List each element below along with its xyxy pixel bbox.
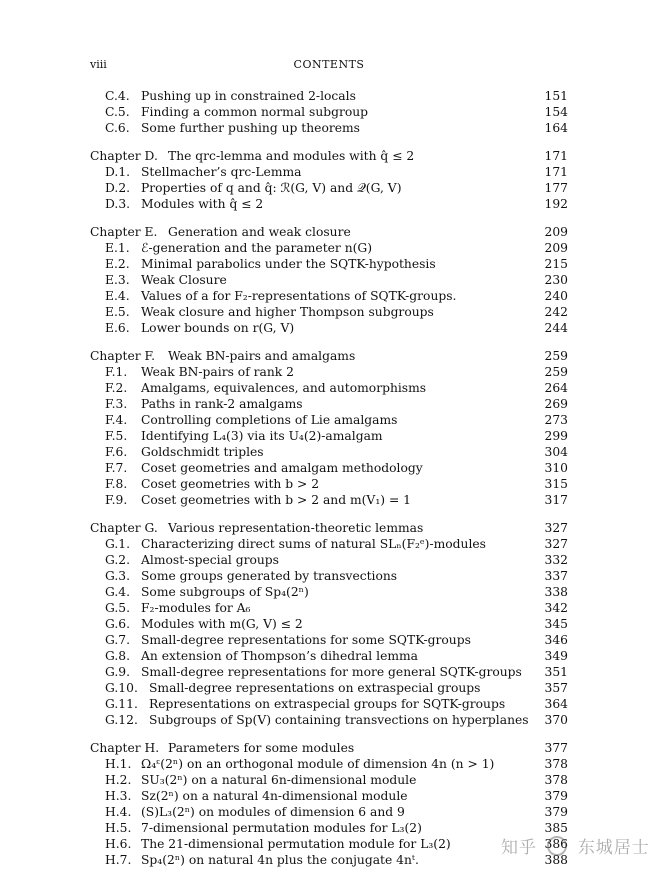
entry-title: Stellmacher’s qrc-Lemma — [141, 165, 302, 179]
entry-page-number: 337 — [544, 569, 568, 583]
toc-chapter-entry — [90, 224, 351, 240]
entry-page-number: 192 — [544, 197, 568, 211]
toc-section-entry — [105, 428, 383, 444]
entry-page-number: 209 — [544, 225, 568, 239]
toc-section-entry — [105, 852, 419, 868]
entry-page-number: 357 — [544, 681, 568, 695]
entry-page-number: 377 — [544, 741, 568, 755]
toc-section-entry — [105, 288, 456, 304]
toc-section-entry — [105, 820, 422, 836]
entry-title: Some subgroups of Sp₄(2ⁿ) — [141, 585, 309, 599]
running-head: CONTENTS — [293, 58, 365, 71]
entry-page-number: 269 — [544, 397, 568, 411]
entry-title: Weak closure and higher Thompson subgroups — [141, 305, 434, 319]
entry-page-number: 317 — [544, 493, 568, 507]
entry-title: An extension of Thompson’s dihedral lemma — [141, 649, 419, 663]
entry-page-number: 378 — [544, 773, 568, 787]
entry-page-number: 327 — [544, 521, 568, 535]
entry-page-number: 332 — [544, 553, 568, 567]
entry-title: Small-degree representations on extraspecial groups — [149, 681, 481, 695]
entry-number: Chapter D. — [90, 149, 158, 163]
entry-page-number: 171 — [544, 165, 568, 179]
toc-chapter-entry — [90, 740, 354, 756]
entry-page-number: 310 — [544, 461, 568, 475]
entry-number: G.5. — [105, 601, 131, 615]
entry-number: H.7. — [105, 853, 132, 867]
entry-title: ℰ-generation and the parameter n(G) — [141, 241, 373, 255]
toc-section-entry — [105, 256, 436, 272]
entry-number: H.6. — [105, 837, 132, 851]
entry-number: E.2. — [105, 257, 130, 271]
toc-section-entry — [105, 756, 494, 772]
entry-title: Sp₄(2ⁿ) on natural 4n plus the conjugate 4nᵗ. — [141, 853, 419, 867]
entry-title: Modules with q̂ ≤ 2 — [141, 197, 264, 211]
entry-page-number: 240 — [544, 289, 568, 303]
toc-section-entry — [105, 88, 356, 104]
entry-title: Identifying L₄(3) via its U₄(2)-amalgam — [141, 429, 383, 443]
entry-number: F.6. — [105, 445, 128, 459]
entry-page-number: 349 — [544, 649, 568, 663]
toc-section-entry — [105, 696, 505, 712]
toc-section-entry — [105, 804, 405, 820]
watermark — [501, 833, 650, 858]
entry-number: H.1. — [105, 757, 132, 771]
entry-number: H.2. — [105, 773, 132, 787]
entry-title: Minimal parabolics under the SQTK-hypothesis — [141, 257, 436, 271]
entry-page-number: 151 — [544, 89, 568, 103]
entry-page-number: 378 — [544, 757, 568, 771]
entry-number: Chapter F. — [90, 349, 156, 363]
entry-title: Paths in rank-2 amalgams — [141, 397, 303, 411]
toc-chapter-entry — [90, 520, 423, 536]
entry-title: Small-degree representations for more general SQTK-groups — [141, 665, 522, 679]
entry-title: Weak BN-pairs and amalgams — [168, 349, 356, 363]
entry-number: E.5. — [105, 305, 130, 319]
entry-title: Properties of q and q̂: ℛ(G, V) and 𝒬(G, V) — [141, 181, 402, 195]
entry-number: F.9. — [105, 493, 128, 507]
entry-number: H.3. — [105, 789, 132, 803]
entry-number: F.1. — [105, 365, 128, 379]
entry-title: SU₃(2ⁿ) on a natural 6n-dimensional module — [141, 773, 417, 787]
entry-title: Modules with m(G, V) ≤ 2 — [141, 617, 303, 631]
toc-section-entry — [105, 180, 402, 196]
entry-page-number: 299 — [544, 429, 568, 443]
entry-number: E.6. — [105, 321, 130, 335]
entry-page-number: 345 — [544, 617, 568, 631]
toc-section-entry — [105, 444, 264, 460]
toc-section-entry — [105, 712, 529, 728]
entry-number: F.8. — [105, 477, 128, 491]
entry-number: C.6. — [105, 121, 130, 135]
entry-number: F.5. — [105, 429, 128, 443]
entry-title: Finding a common normal subgroup — [141, 105, 369, 119]
entry-number: D.1. — [105, 165, 131, 179]
entry-title: Characterizing direct sums of natural SLₙ(F₂ᵉ)-modules — [141, 537, 486, 551]
entry-number: C.5. — [105, 105, 130, 119]
toc-section-entry — [105, 364, 294, 380]
entry-number: G.12. — [105, 713, 138, 727]
entry-title: Representations on extraspecial groups for SQTK-groups — [149, 697, 506, 711]
entry-number: Chapter E. — [90, 225, 158, 239]
entry-title: The 21-dimensional permutation module for L₃(2) — [141, 837, 451, 851]
entry-number: H.5. — [105, 821, 132, 835]
toc-section-entry — [105, 492, 411, 508]
entry-page-number: 244 — [544, 321, 568, 335]
toc-section-entry — [105, 772, 416, 788]
entry-page-number: 304 — [544, 445, 568, 459]
toc-chapter-entry — [90, 148, 414, 164]
entry-page-number: 154 — [544, 105, 568, 119]
entry-title: (S)L₃(2ⁿ) on modules of dimension 6 and 9 — [141, 805, 405, 819]
entry-number: F.7. — [105, 461, 128, 475]
entry-page-number: 215 — [544, 257, 568, 271]
toc-section-entry — [105, 120, 360, 136]
entry-title: Amalgams, equivalences, and automorphisms — [141, 381, 427, 395]
toc-section-entry — [105, 600, 250, 616]
entry-page-number: 273 — [544, 413, 568, 427]
entry-number: Chapter G. — [90, 521, 158, 535]
toc-section-entry — [105, 568, 397, 584]
entry-title: Coset geometries with b > 2 — [141, 477, 320, 491]
toc-section-entry — [105, 272, 227, 288]
toc-section-entry — [105, 680, 480, 696]
toc-section-entry — [105, 476, 319, 492]
entry-number: G.7. — [105, 633, 131, 647]
entry-title: Pushing up in constrained 2-locals — [141, 89, 356, 103]
entry-number: D.3. — [105, 197, 131, 211]
entry-page-number: 342 — [544, 601, 568, 615]
toc-section-entry — [105, 164, 301, 180]
entry-title: Small-degree representations for some SQTK-groups — [141, 633, 471, 647]
entry-title: Values of a for F₂-representations of SQTK-groups. — [141, 289, 457, 303]
toc-chapter-entry — [90, 348, 355, 364]
toc-section-entry — [105, 788, 408, 804]
entry-number: G.6. — [105, 617, 131, 631]
entry-number: G.4. — [105, 585, 131, 599]
entry-title: Some further pushing up theorems — [141, 121, 360, 135]
entry-page-number: 379 — [544, 805, 568, 819]
entry-page-number: 171 — [544, 149, 568, 163]
toc-section-entry — [105, 460, 423, 476]
entry-title: Weak BN-pairs of rank 2 — [141, 365, 294, 379]
entry-title: Controlling completions of Lie amalgams — [141, 413, 398, 427]
entry-number: G.1. — [105, 537, 131, 551]
toc-section-entry — [105, 196, 263, 212]
entry-page-number: 259 — [544, 365, 568, 379]
entry-title: F₂-modules for A₆ — [141, 601, 251, 615]
entry-number: G.10. — [105, 681, 138, 695]
entry-page-number: 379 — [544, 789, 568, 803]
watermark-text-right: 东城居士 — [577, 838, 650, 858]
entry-number: G.8. — [105, 649, 131, 663]
entry-title: Coset geometries and amalgam methodology — [141, 461, 423, 475]
toc-section-entry — [105, 536, 486, 552]
toc-section-entry — [105, 396, 303, 412]
entry-title: Almost-special groups — [141, 553, 279, 567]
toc-section-entry — [105, 412, 397, 428]
entry-number: Chapter H. — [90, 741, 160, 755]
entry-number: E.3. — [105, 273, 130, 287]
entry-number: G.3. — [105, 569, 131, 583]
toc-section-entry — [105, 648, 418, 664]
toc-section-entry — [105, 104, 368, 120]
toc-section-entry — [105, 616, 303, 632]
entry-number: C.4. — [105, 89, 130, 103]
entry-page-number: 230 — [544, 273, 568, 287]
entry-page-number: 327 — [544, 537, 568, 551]
entry-page-number: 370 — [544, 713, 568, 727]
entry-number: F.2. — [105, 381, 128, 395]
entry-title: Subgroups of Sp(V) containing transvections on hyperplanes — [149, 713, 529, 727]
toc-section-entry — [105, 632, 471, 648]
entry-title: Generation and weak closure — [168, 225, 351, 239]
entry-page-number: 177 — [544, 181, 568, 195]
toc-section-entry — [105, 304, 434, 320]
toc-section-entry — [105, 552, 279, 568]
entry-page-number: 388 — [544, 853, 568, 867]
entry-page-number: 242 — [544, 305, 568, 319]
at-icon — [544, 836, 568, 856]
entry-title: Parameters for some modules — [168, 741, 355, 755]
entry-page-number: 338 — [544, 585, 568, 599]
entry-number: H.4. — [105, 805, 132, 819]
entry-number: E.4. — [105, 289, 130, 303]
entry-number: G.9. — [105, 665, 131, 679]
entry-title: Lower bounds on r(G, V) — [141, 321, 295, 335]
entry-page-number: 351 — [544, 665, 568, 679]
page-number: viii — [90, 58, 107, 71]
entry-page-number: 385 — [544, 821, 568, 835]
entry-title: Weak Closure — [141, 273, 227, 287]
toc-section-entry — [105, 836, 451, 852]
entry-title: Various representation-theoretic lemmas — [168, 521, 424, 535]
entry-page-number: 164 — [544, 121, 568, 135]
toc-section-entry — [105, 240, 372, 256]
entry-title: 7-dimensional permutation modules for L₃(2) — [141, 821, 422, 835]
entry-number: F.4. — [105, 413, 128, 427]
entry-title: Sz(2ⁿ) on a natural 4n-dimensional module — [141, 789, 408, 803]
entry-number: G.11. — [105, 697, 138, 711]
entry-title: Ω₄ᵋ(2ⁿ) on an orthogonal module of dimension 4n (n > 1) — [141, 757, 495, 771]
entry-page-number: 209 — [544, 241, 568, 255]
entry-title: Goldschmidt triples — [141, 445, 264, 459]
toc-section-entry — [105, 584, 309, 600]
toc-section-entry — [105, 380, 426, 396]
entry-page-number: 364 — [544, 697, 568, 711]
watermark-text-left: 知乎 — [501, 838, 537, 858]
entry-page-number: 346 — [544, 633, 568, 647]
entry-page-number: 264 — [544, 381, 568, 395]
entry-number: E.1. — [105, 241, 130, 255]
entry-number: F.3. — [105, 397, 128, 411]
toc-section-entry — [105, 664, 522, 680]
toc-section-entry — [105, 320, 294, 336]
entry-number: G.2. — [105, 553, 131, 567]
entry-number: D.2. — [105, 181, 131, 195]
entry-title: Coset geometries with b > 2 and m(V₁) = 1 — [141, 493, 411, 507]
entry-page-number: 386 — [544, 837, 568, 851]
entry-page-number: 315 — [544, 477, 568, 491]
entry-title: Some groups generated by transvections — [141, 569, 398, 583]
entry-title: The qrc-lemma and modules with q̂ ≤ 2 — [168, 149, 415, 163]
entry-page-number: 259 — [544, 349, 568, 363]
